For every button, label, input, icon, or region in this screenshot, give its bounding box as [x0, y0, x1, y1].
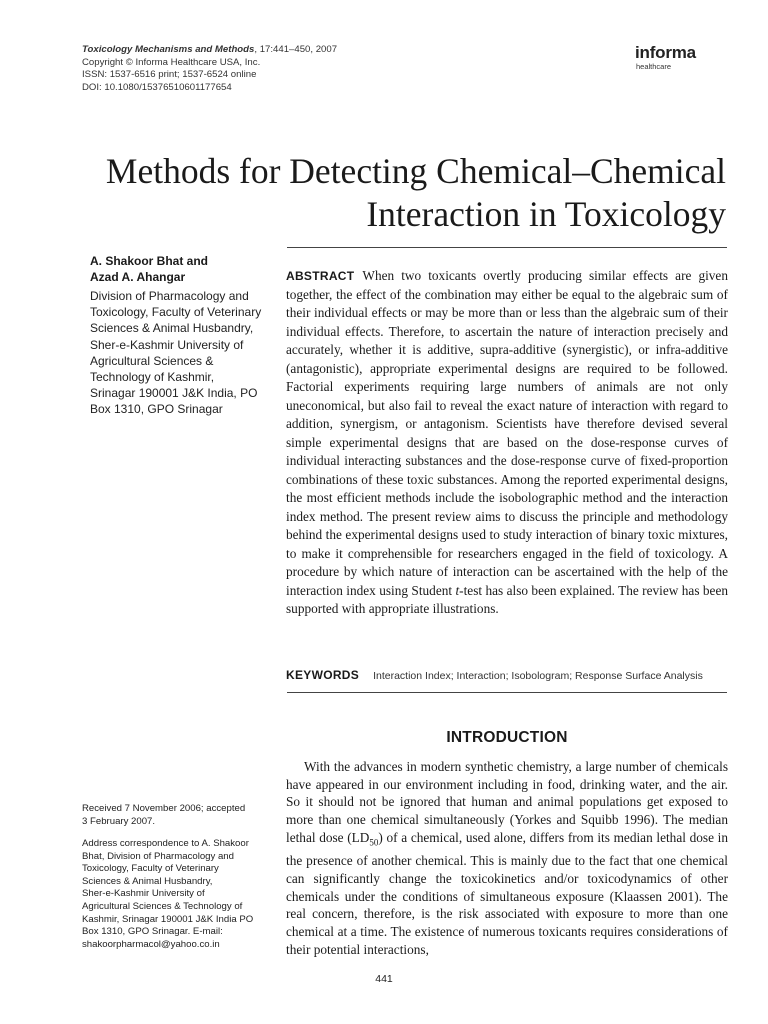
title-line-2: Interaction in Toxicology	[366, 194, 726, 234]
publisher-logo	[635, 44, 696, 71]
correspondence-line: Bhat, Division of Pharmacology and	[82, 850, 234, 862]
affiliation-line: Srinagar 190001 J&K India, PO	[90, 386, 258, 401]
abstract-text-italic: t	[455, 582, 460, 598]
issn-line: ISSN: 1537-6516 print; 1537-6524 online	[82, 69, 257, 81]
correspondence-note	[82, 838, 272, 951]
journal-citation	[82, 44, 337, 57]
copyright-line: Copyright © Informa Healthcare USA, Inc.	[82, 56, 261, 68]
title-divider	[287, 247, 727, 248]
affiliation-line: Technology of Kashmir,	[90, 370, 215, 385]
keywords-text: Interaction Index; Interaction; Isobologram; Response Surface Analysis	[373, 670, 703, 682]
abstract	[286, 267, 728, 619]
journal-volume-pages: , 17:441–450, 2007	[254, 44, 338, 55]
author-affiliation	[90, 288, 280, 418]
received-line: 3 February 2007.	[82, 815, 156, 827]
abstract-text-end: -test has also been explained. The review has been supported with appropriate illustrations.	[286, 582, 728, 616]
intro-text-end: ) of a chemical, used alone, differs from its median lethal dose in the presence of another chemical. This is mainly due to the fact that one chemical can significantly change the toxicokinetics and/or toxicodynamics of other chemicals under the conditions of simultaneous exposure (Klaassen 2001). The real concern, therefore, is the risk associated with exposure to more than one chemical at a time. The existence of numerous toxicants requires considerations of their potential interactions,	[286, 829, 728, 957]
author-line-2: Azad A. Ahangar	[90, 270, 186, 284]
correspondence-line: Sher-e-Kashmir University of	[82, 888, 205, 900]
journal-name: Toxicology Mechanisms and Methods	[82, 44, 255, 55]
correspondence-line: Agricultural Sciences & Technology of	[82, 900, 243, 912]
affiliation-line: Division of Pharmacology and	[90, 289, 249, 303]
correspondence-line: Box 1310, GPO Srinagar. E-mail:	[82, 926, 223, 938]
doi-line: DOI: 10.1080/15376510601177654	[82, 81, 232, 93]
author-line-1: A. Shakoor Bhat and	[90, 254, 209, 268]
correspondence-line: Address correspondence to A. Shakoor	[82, 838, 249, 849]
intro-text: With the advances in modern synthetic chemistry, a large number of chemicals have appeared in our environment including in food, drinking water, and the air. So it should not be ignored that human and animal populations get exposed to more than one chemical simultaneously (Yorkes and Squibb 1996). The median lethal dose (LD	[286, 759, 728, 845]
logo-brand: informa	[635, 43, 696, 62]
journal-info	[82, 44, 337, 94]
abstract-text: When two toxicants overtly producing similar effects are given together, the effect of the combination may either be equal to the algebraic sum of their individual effects or may be more than or less than the algebraic sum of their individual effects. Therefore, to ascertain the nature of interaction precisely and accurately, whether it is additive, supra-additive (synergistic), or infra-additive (antagonistic), appropriate experimental designs are required to be followed. Factorial experiments requiring large numbers of animals are not only uneconomical, but also fail to reveal the exact nature of interaction with regard to addition, synergism, or antagonism. Scientists have therefore devised several simple experimental designs that are based on the dose-response curves of individual interacting substances and the dose-response curve of fixed-proportion combinations of these toxic substances. Among the reported experimental designs, the most efficient methods include the isobolographic method and the interaction index method. The present review aims to discuss the principle and methodology behind the experimental designs used to study interaction of binary toxic mixtures, to make it comprehensible for researchers engaged in the field of toxicology. A procedure by which nature of interaction can be ascertained with the help of the interaction index using Student	[286, 268, 728, 598]
introduction-body	[286, 758, 728, 958]
correspondence-line: Toxicology, Faculty of Veterinary	[82, 863, 219, 875]
introduction-heading: INTRODUCTION	[446, 729, 568, 746]
affiliation-line: Toxicology, Faculty of Veterinary	[90, 305, 262, 320]
affiliation-line: Box 1310, GPO Srinagar	[90, 402, 223, 417]
keywords	[286, 668, 703, 682]
keywords-label: KEYWORDS	[286, 668, 360, 682]
page-number: 441	[375, 973, 393, 985]
author-names	[90, 253, 280, 285]
article-title	[60, 150, 726, 236]
received-dates	[82, 803, 272, 828]
abstract-label: ABSTRACT	[286, 269, 355, 283]
keywords-divider	[287, 692, 727, 693]
correspondence-line: Kashmir, Srinagar 190001 J&K India PO	[82, 913, 254, 925]
affiliation-line: Agricultural Sciences &	[90, 353, 214, 368]
correspondence-email[interactable]: shakoorpharmacol@yahoo.co.in	[82, 938, 220, 950]
logo-sub: healthcare	[636, 62, 672, 71]
received-line: Received 7 November 2006; accepted	[82, 803, 246, 814]
affiliation-line: Sciences & Animal Husbandry,	[90, 321, 254, 336]
correspondence-line: Sciences & Animal Husbandry,	[82, 875, 213, 887]
intro-subscript: 50	[369, 837, 379, 848]
title-line-1: Methods for Detecting Chemical–Chemical	[105, 151, 726, 191]
affiliation-line: Sher-e-Kashmir University of	[90, 337, 244, 352]
